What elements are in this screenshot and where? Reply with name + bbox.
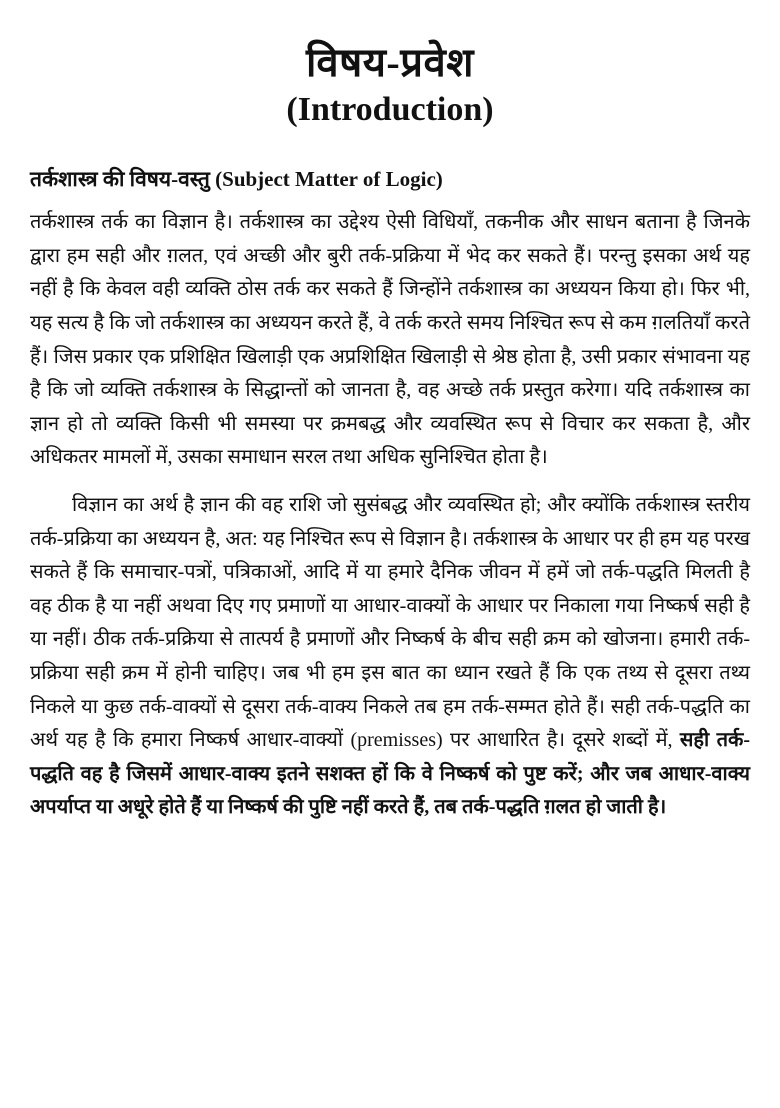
- paragraph-2-bold-text: सही तर्क-पद्धति वह है जिसमें आधार-वाक्य इतने सशक्त हों कि वे निष्कर्ष को पुष्ट करें; और जब आधार-वाक्य अपर्याप्त या अधूरे होते हैं या निष्कर्ष की पुष्टि नहीं करते हैं, तब तर्क-पद्धति ग़लत हो जाती है।: [30, 729, 750, 819]
- chapter-title-hindi: विषय-प्रवेश: [306, 40, 474, 85]
- chapter-title-block: [30, 40, 750, 131]
- section-heading-english: (Subject Matter of Logic): [215, 166, 443, 191]
- paragraph-1: तर्कशास्त्र तर्क का विज्ञान है। तर्कशास्त्र का उद्देश्य ऐसी विधियाँ, तकनीक और साधन बताना है जिनके द्वारा हम सही और ग़लत, एवं अच्छी और बुरी तर्क-प्रक्रिया में भेद कर सकते हैं। परन्तु इसका अर्थ यह नहीं है कि केवल वही व्यक्ति ठोस तर्क कर सकते हैं जिन्होंने तर्कशास्त्र का अध्ययन किया हो। फिर भी, यह सत्य है कि जो तर्कशास्त्र का अध्ययन करते हैं, वे तर्क करते समय निश्चित रूप से कम ग़लतियाँ करते हैं। जिस प्रकार एक प्रशिक्षित खिलाड़ी एक अप्रशिक्षित खिलाड़ी से श्रेष्ठ होता है, उसी प्रकार संभावना यह है कि जो व्यक्ति तर्कशास्त्र के सिद्धान्तों को जानता है, वह अच्छे तर्क प्रस्तुत करेगा। यदि तर्कशास्त्र का ज्ञान हो तो व्यक्ति किसी भी समस्या पर क्रमबद्ध और व्यवस्थित रूप से विचार कर सकता है, और अधिकतर मामलों में, उसका समाधान सरल तथा अधिक सुनिश्चित होता है।: [30, 211, 750, 469]
- section-heading-hindi: तर्कशास्त्र की विषय-वस्तु: [30, 166, 210, 191]
- paragraph-2-normal-text: विज्ञान का अर्थ है ज्ञान की वह राशि जो सुसंबद्ध और व्यवस्थित हो; और क्योंकि तर्कशास्त्र स्तरीय तर्क-प्रक्रिया का अध्ययन है, अत: यह निश्चित रूप से विज्ञान है। तर्कशास्त्र के आधार पर ही हम यह परख सकते हैं कि समाचार-पत्रों, पत्रिकाओं, आदि में या हमारे दैनिक जीवन में हमें जो तर्क-पद्धति मिलती है वह ठीक है या नहीं अथवा दिए गए प्रमाणों या आधार-वाक्यों के आधार पर निकाला गया निष्कर्ष सही है या नहीं। ठीक तर्क-प्रक्रिया से तात्पर्य है प्रमाणों और निष्कर्ष के बीच सही क्रम को खोजना। हमारी तर्क-प्रक्रिया सही क्रम में होनी चाहिए। जब भी हम इस बात का ध्यान रखते हैं कि एक तथ्य से दूसरा तथ्य निकले या कुछ तर्क-वाक्यों से दूसरा तर्क-वाक्य निकले तब हम तर्क-सम्मत होते हैं। सही तर्क-पद्धति का अर्थ यह है कि हमारा निष्कर्ष आधार-वाक्यों (premisses) पर आधारित है। दूसरे शब्दों में,: [30, 493, 750, 752]
- chapter-title-english: (Introduction): [286, 91, 494, 128]
- section-heading: [30, 165, 750, 194]
- paragraph-2: [30, 489, 750, 825]
